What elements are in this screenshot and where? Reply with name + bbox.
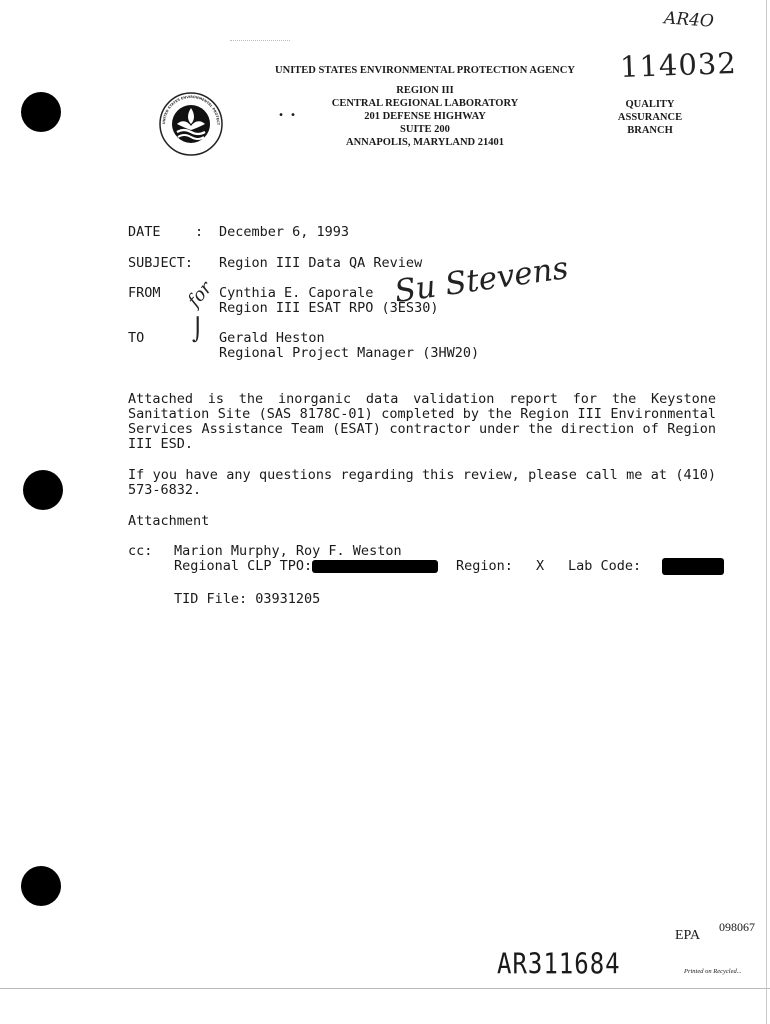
address-line-city: ANNAPOLIS, MARYLAND 21401 [345, 137, 504, 148]
cc-tpo-label: Regional CLP TPO: [174, 558, 313, 574]
body-paragraph-1: Attached is the inorganic data validation report for the Keystone Sanitation Site (SAS 8178C-01) completed by the Region III Environmental Services Assistance Team (ESAT) contractor under the direction of Region III ESD. [128, 391, 716, 452]
branch-line-quality: QUALITY [625, 99, 675, 110]
subject-label: SUBJECT: [128, 255, 194, 271]
cc-region-label: Region: [456, 558, 513, 574]
right-edge-line [766, 0, 767, 1024]
branch-line-branch: BRANCH [627, 125, 673, 136]
epa-label: EPA [675, 928, 701, 943]
cc-line-1: Marion Murphy, Roy F. Weston [174, 543, 402, 559]
printed-on-recycled-note: Printed on Recycled... [684, 968, 742, 975]
scan-dots: • • [278, 110, 297, 121]
handwritten-doc-number: 114032 [619, 45, 738, 85]
tid-file: TID File: 03931205 [174, 591, 321, 607]
to-name: Gerald Heston [219, 330, 325, 346]
epa-number: 098067 [719, 920, 755, 934]
address-line-lab: CENTRAL REGIONAL LABORATORY [331, 98, 519, 109]
date-colon: : [195, 224, 204, 240]
seal-text: UNITED STATES ENVIRONMENTAL PROTECT [161, 94, 221, 126]
date-value: December 6, 1993 [219, 224, 350, 240]
to-label: TO [128, 330, 145, 346]
cc-lab-code-label: Lab Code: [568, 558, 642, 574]
handwritten-signature: Su Stevens [392, 250, 571, 310]
attachment-label: Attachment [128, 513, 210, 529]
branch-block [600, 98, 700, 137]
bottom-edge-line [0, 988, 770, 989]
scan-specks [230, 40, 290, 41]
address-line-suite: SUITE 200 [400, 124, 450, 135]
from-name: Cynthia E. Caporale [219, 285, 374, 301]
redaction-tpo [312, 560, 438, 573]
hole-punch-bottom [21, 866, 61, 906]
address-line-street: 201 DEFENSE HIGHWAY [364, 111, 486, 122]
ar-stamp-number: AR311684 [497, 947, 621, 981]
to-title: Regional Project Manager (3HW20) [219, 345, 480, 361]
handwritten-code: AR4O [663, 8, 715, 32]
address-line-region: REGION III [396, 85, 454, 96]
from-title: Region III ESAT RPO (3ES30) [219, 300, 439, 316]
address-block [300, 84, 550, 149]
epa-seal-logo [157, 90, 225, 158]
hole-punch-top [21, 92, 61, 132]
handwritten-check-mark: ⌡ [192, 318, 204, 343]
hole-punch-middle [23, 470, 63, 510]
cc-region-value: X [536, 558, 545, 574]
subject-value: Region III Data QA Review [219, 255, 423, 271]
agency-name: UNITED STATES ENVIRONMENTAL PROTECTION AGENCY [275, 65, 575, 76]
handwritten-initials: for [183, 277, 217, 312]
cc-label: cc: [128, 543, 153, 559]
date-label: DATE [128, 224, 161, 240]
branch-line-assurance: ASSURANCE [617, 112, 683, 123]
from-label: FROM [128, 285, 161, 301]
body-paragraph-2: If you have any questions regarding this review, please call me at (410) 573-6832. [128, 467, 716, 498]
redaction-lab-code [662, 558, 724, 575]
